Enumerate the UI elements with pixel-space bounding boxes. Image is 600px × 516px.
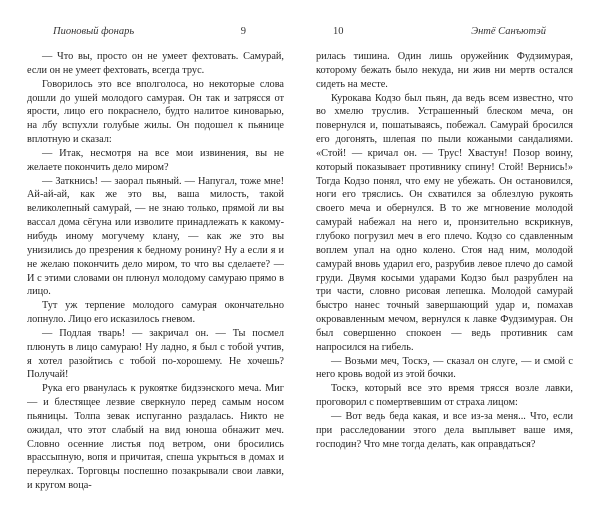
paragraph: Курокава Кодзо был пьян, да ведь всем известно, что во хмелю труслив. Устрашенный блеском меча, он повернулся и, пошатываясь, побежал. Самурай бросился его догонять, шлепая по пыли кожаными сандалиями. «Стой! — кричал он. — Трус! Хвастун! Позор воину, который показывает противнику спину! Стой! Вернись!» Тогда Кодзо понял, что ему не убежать. Он остановился, ноги его тряслись. Он схватился за облезлую рукоять своего меча и обернулся. В то же мгновение молодой самурай набежал на него и, пронзительно вскрикнув, глубоко погрузил меч в его плечо. Кодзо со сдавленным воплем упал на одно колено. Стоя над ним, молодой самурай вновь ударил его, разрубив левое плечо до самой груди. Двумя косыми ударами Кодзо был разрублен на три части, словно рисовая лепешка. Молодой самурай быстро нанес точный завершающий удар и, помахав окровавленным мечом, вернулся к лавке Фудзимурая. Он был совершенно спокоен — ведь противник сам напросился на гибель. bbox=[316, 92, 573, 353]
page-number-left: 9 bbox=[240, 26, 246, 37]
paragraph: — Возьми меч, Тоскэ, — сказал он слуге, — и смой с него кровь водой из этой бочки. bbox=[316, 355, 573, 381]
page-left bbox=[27, 26, 284, 510]
running-head-left bbox=[27, 26, 284, 38]
running-head-right bbox=[316, 26, 573, 38]
paragraph: — Итак, несмотря на все мои извинения, вы не желаете покончить дело миром? bbox=[27, 147, 284, 173]
paragraph: — Вот ведь беда какая, и все из-за меня... Что, если при расследовании этого дела выплывет ваше имя, господин? Что мне тогда делать, как оправдаться? bbox=[316, 410, 573, 450]
paragraph: Рука его рванулась к рукоятке бидзэнского меча. Миг — и блестящее лезвие сверкнуло перед самым носом пьяницы. Толпа зевак испуганно раздалась. Никто не ожидал, что этот слабый на вид юноша обнажит меч. Словно осенние листья под ветром, они бросились врассыпную, вопя и причитая, спеша укрыться в домах и переулках. Торговцы поспешно позакрывали свои лавки, и кругом воца- bbox=[27, 383, 284, 492]
running-title-right: Энтё Санъютэй bbox=[471, 26, 546, 37]
paragraph: Говорилось это все вполголоса, но некоторые слова дошли до ушей молодого самурая. Он так и затрясся от ярости, лицо его покраснело, будто налитое киноварью, на лбу вспухли голубые жилы. Он подошел к пьянице вплотную и сказал: bbox=[27, 78, 284, 146]
paragraph: Тоскэ, который все это время трясся возле лавки, проговорил с помертвевшим от страха лицом: bbox=[316, 383, 573, 409]
page-number-right: 10 bbox=[333, 26, 344, 37]
paragraph: Тут уж терпение молодого самурая окончательно лопнуло. Лицо его исказилось гневом. bbox=[27, 300, 284, 326]
page-text-left bbox=[27, 50, 284, 510]
paragraph: — Что вы, просто он не умеет фехтовать. Самурай, если он не умеет фехтовать, всегда трус. bbox=[27, 51, 284, 76]
paragraph: рилась тишина. Один лишь оружейник Фудзимурая, которому бежать было некуда, ни жив ни мертв остался сидеть на месте. bbox=[316, 51, 573, 90]
paragraph: — Заткнись! — заорал пьяный. — Напугал, тоже мне! Ай-ай-ай, как же это вы, ваша милость, такой великолепный самурай, — не знаю только, прямой ли вы вассал дома сёгуна или изволите принадлежать к какому-нибудь иному могучему клану, — как же это вы унизились до презрения к бедному ронину? Ну а если я и не желаю покончить дело миром, то что вы сделаете? — И с этими словами он плюнул молодому самураю прямо в лицо. bbox=[27, 175, 284, 298]
running-title-left: Пионовый фонарь bbox=[53, 26, 135, 37]
paragraph: — Подлая тварь! — закричал он. — Ты посмел плюнуть в лицо самураю! Ну ладно, я был с тобой учтив, я хотел разойтись с тобой по-хорошему. Не хочешь? Получай! bbox=[27, 327, 284, 381]
page-right bbox=[316, 26, 573, 510]
page-text-right bbox=[316, 50, 573, 510]
